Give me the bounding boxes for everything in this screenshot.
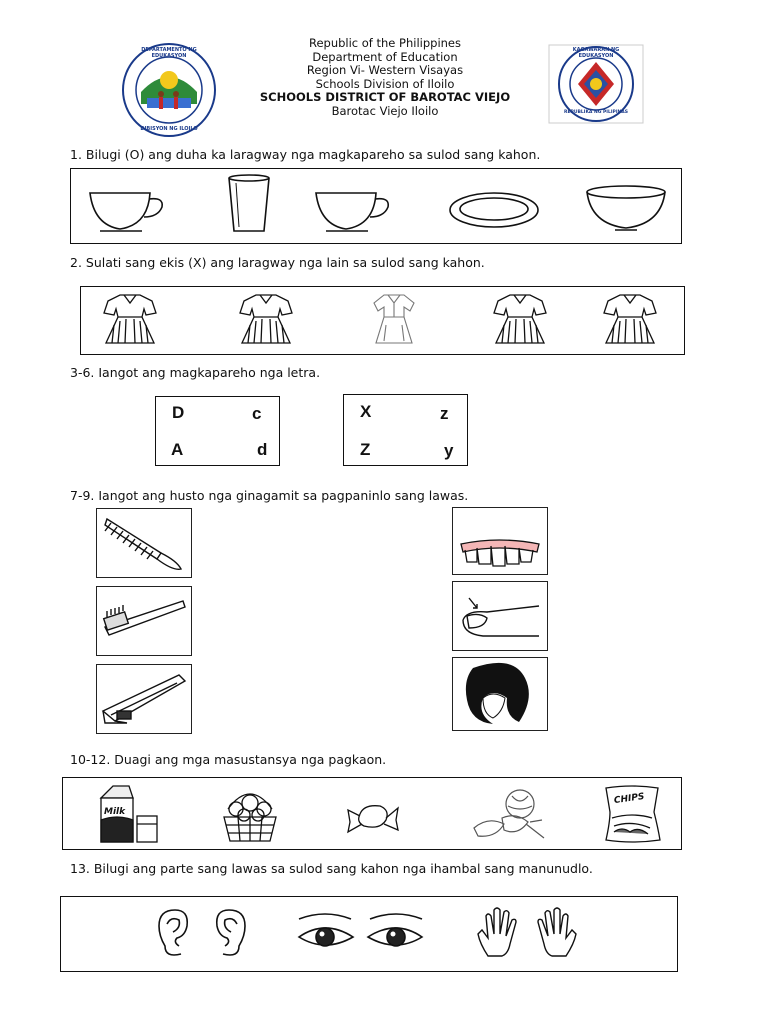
eye-right-icon: [364, 911, 426, 959]
question-3-6: 3-6. Iangot ang magkapareho nga letra.: [70, 365, 321, 380]
hand-left-icon: [474, 904, 520, 962]
eye-left-icon: [295, 911, 357, 959]
header-line-4: Schools Division of Iloilo: [315, 76, 455, 91]
question-10-12: 10-12. Duagi ang mga masustansya nga pagkaon.: [70, 752, 387, 767]
header-line-3: Region Vi- Western Visayas: [306, 63, 464, 77]
comb-icon: [97, 509, 189, 575]
uniform-dress-icon-4: [598, 291, 662, 351]
chips-icon: [600, 782, 664, 848]
question-2: 2. Sulati sang ekis (X) ang laragway nga lain sa sulod sang kahon.: [70, 255, 485, 270]
header-line-1: Republic of the Philippines: [308, 36, 462, 50]
ear-right-icon: [213, 906, 249, 964]
left-logo-bottom-text: DIBISYON NG ILOILO: [140, 126, 198, 132]
question-1: 1. Bilugi (O) ang duha ka laragway nga magkapareho sa sulod sang kahon.: [70, 147, 541, 162]
right-logo-arc-text: KAGAWARAN NG EDUKASYON: [572, 47, 620, 59]
plate-icon: [448, 190, 540, 234]
header-line-2: Department of Education: [312, 49, 458, 64]
hand-right-icon: [534, 904, 580, 962]
vegetables-icon: [468, 782, 548, 848]
finger-nail-picture: [452, 581, 548, 651]
toothbrush-picture: [96, 586, 192, 656]
letter-X: X: [360, 402, 372, 421]
right-logo-bottom-text: REPUBLIKA NG PILIPINAS: [563, 110, 628, 115]
different-dress-icon: [370, 291, 418, 351]
chips-label: CHIPS: [613, 791, 646, 807]
comb-picture: [96, 508, 192, 578]
teeth-icon: [453, 508, 545, 572]
header-line-5: SCHOOLS DISTRICT OF BAROTAC VIEJO: [259, 90, 511, 104]
uniform-dress-icon-3: [490, 291, 550, 351]
letter-A: A: [171, 440, 184, 459]
letter-y: y: [444, 441, 454, 460]
letter-D: D: [172, 403, 185, 422]
question-7-9: 7-9. Iangot ang husto nga ginagamit sa pagpaninlo sang lawas.: [70, 488, 469, 503]
question-13: 13. Bilugi ang parte sang lawas sa sulod sang kahon nga ihambal sang manunudlo.: [70, 861, 593, 876]
school-header: [220, 37, 550, 118]
left-logo-arc-text: DEPARTAMENTO NG EDUKASYON: [141, 47, 197, 59]
bowl-icon: [585, 184, 667, 238]
toothbrush-icon: [97, 587, 189, 653]
cup-icon: [86, 185, 168, 239]
milk-label: Milk: [104, 807, 126, 817]
hair-picture: [452, 657, 548, 731]
letter-d: d: [257, 440, 268, 459]
hair-icon: [453, 658, 545, 728]
teeth-picture: [452, 507, 548, 575]
uniform-dress-icon-2: [236, 291, 296, 351]
cup-icon-2: [312, 185, 394, 239]
letter-z: z: [440, 404, 449, 423]
nail-clipper-icon: [97, 665, 189, 731]
glass-icon: [224, 173, 274, 239]
header-line-6: Barotac Viejo Iloilo: [331, 103, 439, 118]
candy-icon: [344, 796, 400, 842]
letter-c: c: [252, 404, 262, 423]
letter-Z: Z: [360, 440, 371, 459]
uniform-dress-icon: [100, 291, 160, 351]
ear-left-icon: [155, 906, 191, 964]
nail-clipper-picture: [96, 664, 192, 734]
finger-icon: [453, 582, 545, 648]
fruit-basket-icon: [218, 779, 282, 849]
